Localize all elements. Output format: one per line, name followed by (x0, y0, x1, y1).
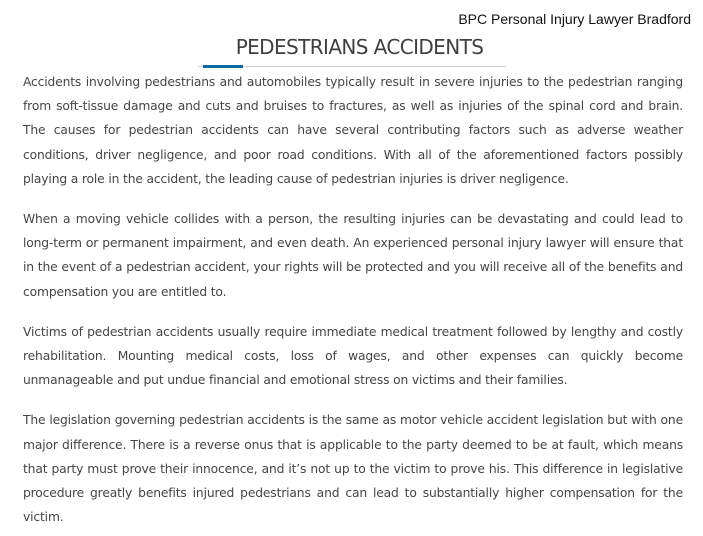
article-paragraph-4: The legislation governing pedestrian accidents is the same as motor vehicle accident legislation but with one major difference. There is a reverse onus that is applicable to the party deemed to be at fault, which means that party must prove their innocence, and it’s not up to the victim to prove his. This difference in legislative procedure greatly benefits injured pedestrians and can lead to substantially higher compensation for the victim. (23, 413, 683, 525)
article-paragraph-2: When a moving vehicle collides with a person, the resulting injuries can be devastating and could lead to long-term or permanent impairment, and even death. An experienced personal injury lawyer will ensure that in the event of a pedestrian accident, your rights will be protected and you will receive all of the benefits and compensation you are entitled to. (23, 212, 683, 299)
article-paragraph-1: Accidents involving pedestrians and automobiles typically result in severe injuries to the pedestrian ranging from soft-tissue damage and cuts and bruises to fractures, as well as injuries of the spinal cord and brain. The causes for pedestrian accidents can have several contributing factors such as adverse weather conditions, driver negligence, and poor road conditions. With all of the aforementioned factors possibly playing a role in the accident, the leading cause of pedestrian injuries is driver negligence. (23, 75, 683, 186)
site-label: BPC Personal Injury Lawyer Bradford (458, 11, 691, 27)
title-divider (198, 66, 506, 67)
page-title: PEDESTRIANS ACCIDENTS (235, 35, 484, 59)
article-body (23, 70, 683, 529)
article-paragraph-3: Victims of pedestrian accidents usually require immediate medical treatment followed by lengthy and costly rehabilitation. Mounting medical costs, loss of wages, and other expenses can quickly become unmanageable and put undue financial and emotional stress on victims and their families. (23, 324, 683, 388)
title-accent-bar (203, 65, 243, 68)
